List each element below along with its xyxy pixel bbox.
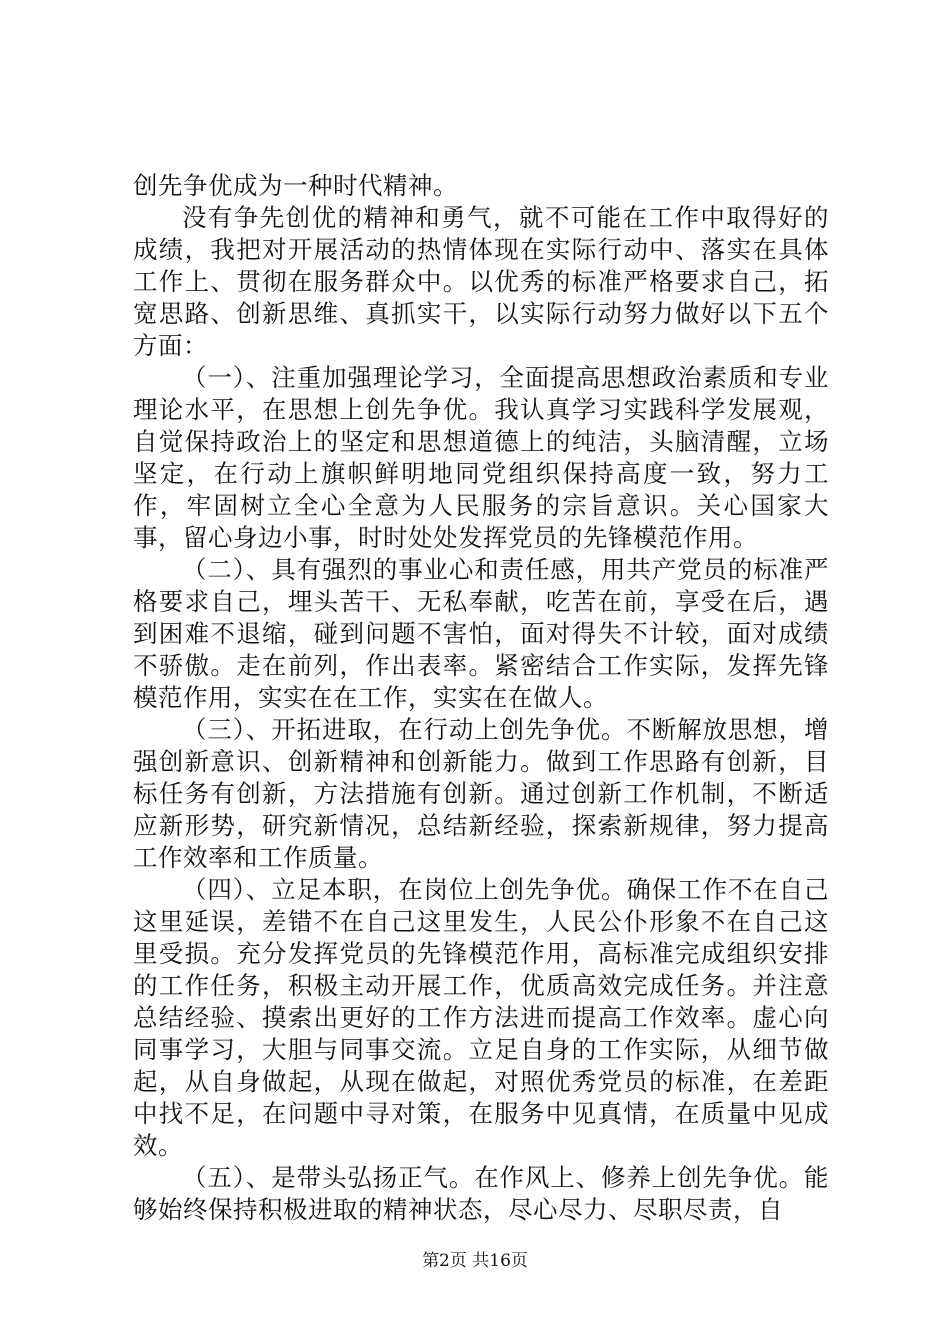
page-number-footer: 第2页 共16页 [422,1251,528,1271]
paragraph-continuation: 创先争优成为一种时代精神。 [133,171,458,200]
paragraph-point-1: （一）、注重加强理论学习，全面提高思想政治素质和专业理论水平，在思想上创先争优。我认真学习实践科学发展观，自觉保持政治上的坚定和思想道德上的纯洁，头脑清醒，立场坚定，在行动上旗帜鲜明地同党组织保持高度一致，努力工作，牢固树立全心全意为人民服务的宗旨意识。关心国家大事，留心身边小事，时时处处发挥党员的先锋模范作用。 [133,363,829,552]
paragraph-point-5: （五）、是带头弘扬正气。在作风上、修养上创先争优。能够始终保持积极进取的精神状态，尽心尽力、尽职尽责，自 [133,1163,829,1224]
paragraph-point-4: （四）、立足本职，在岗位上创先争优。确保工作不在自己这里延误，差错不在自己这里发生，人民公仆形象不在自己这里受损。充分发挥党员的先锋模范作用，高标准完成组织安排的工作任务，积极主动开展工作，优质高效完成任务。并注意总结经验、摸索出更好的工作方法进而提高工作效率。虚心向同事学习，大胆与同事交流。立足自身的工作实际，从细节做起，从自身做起，从现在做起，对照优秀党员的标准，在差距中找不足，在问题中寻对策，在服务中见真情，在质量中见成效。 [133,875,829,1160]
paragraph-intro: 没有争先创优的精神和勇气，就不可能在工作中取得好的成绩，我把对开展活动的热情体现在实际行动中、落实在具体工作上、贯彻在服务群众中。以优秀的标准严格要求自己，拓宽思路、创新思维、真抓实干，以实际行动努力做好以下五个方面： [133,203,829,360]
paragraph-point-2: （二）、具有强烈的事业心和责任感，用共产党员的标准严格要求自己，埋头苦干、无私奉献，吃苦在前，享受在后，遇到困难不退缩，碰到问题不害怕，面对得失不计较，面对成绩不骄傲。走在前列，作出表率。紧密结合工作实际，发挥先锋模范作用，实实在在工作，实实在在做人。 [133,555,829,712]
document-body [133,170,829,1226]
paragraph-point-3: （三）、开拓进取，在行动上创先争优。不断解放思想，增强创新意识、创新精神和创新能力。做到工作思路有创新，目标任务有创新，方法措施有创新。通过创新工作机制，不断适应新形势，研究新情况，总结新经验，探索新规律，努力提高工作效率和工作质量。 [133,715,829,872]
